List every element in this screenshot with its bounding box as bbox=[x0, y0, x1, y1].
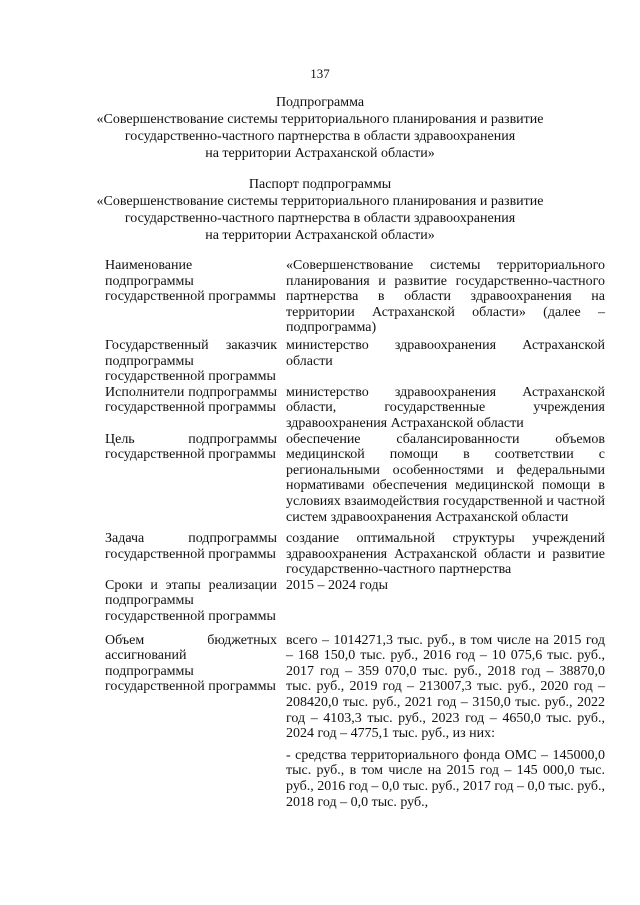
row-value-text: министерство здравоохранения Астраханской области bbox=[286, 337, 605, 369]
passport-heading: Паспорт подпрограммы bbox=[248, 177, 392, 192]
subprogram-title-line: на территории Астраханской области» bbox=[205, 146, 435, 161]
row-value bbox=[286, 385, 605, 432]
page-number: 137 bbox=[310, 66, 330, 81]
passport-row-budget bbox=[105, 633, 605, 811]
passport-title-line: «Совершенствование системы территориального планирования и развитие bbox=[96, 194, 544, 209]
passport-row-goal bbox=[105, 432, 605, 526]
passport-title-line: государственно-частного партнерства в области здравоохранения bbox=[124, 211, 516, 226]
subprogram-title-line: «Совершенствование системы территориального планирования и развитие bbox=[96, 112, 544, 127]
row-value bbox=[286, 338, 605, 385]
passport-row-executors bbox=[105, 385, 605, 432]
row-value bbox=[286, 258, 605, 336]
row-value-text: создание оптимальной структуры учреждений здравоохранения Астраханской области и развитие государственно-частного партнерства bbox=[286, 531, 605, 578]
row-value bbox=[286, 432, 605, 526]
passport-title-block bbox=[70, 176, 570, 244]
passport-row-terms bbox=[105, 578, 605, 625]
passport-row-name bbox=[105, 258, 605, 336]
passport-row-task bbox=[105, 531, 605, 578]
row-label: Государственный заказчик подпрограммы государственной программы bbox=[105, 337, 277, 385]
subprogram-heading: Подпрограмма bbox=[275, 95, 365, 110]
row-value-text: министерство здравоохранения Астраханской области, государственные учреждения здравоохранения Астраханской области bbox=[286, 384, 605, 431]
passport-title-line: на территории Астраханской области» bbox=[205, 228, 435, 243]
passport-table bbox=[105, 258, 605, 810]
subprogram-title-line: государственно-частного партнерства в области здравоохранения bbox=[124, 129, 516, 144]
row-value-text: обеспечение сбалансированности объемов медицинской помощи в соответствии с региональными особенностями и федеральными нормативами обеспечения медицинской помощи в условиях взаимодействия государственной и частной систем здравоохранения Астраханской области bbox=[286, 431, 605, 525]
row-label: Объем бюджетных ассигнований подпрограммы государственной программы bbox=[105, 632, 277, 695]
row-label: Задача подпрограммы государственной программы bbox=[105, 531, 277, 562]
row-label: Исполнители подпрограммы государственной программы bbox=[105, 384, 277, 416]
row-label: Сроки и этапы реализации подпрограммы государственной программы bbox=[105, 577, 277, 625]
subprogram-title-block bbox=[70, 94, 570, 162]
row-value-text: - средства территориального фонда ОМС – 145000,0 тыс. руб., в том числе на 2015 год – 145 000,0 тыс. руб., 2016 год – 0,0 тыс. руб., 2017 год – 0,0 тыс. руб., 2018 год – 0,0 тыс. руб., bbox=[286, 747, 605, 810]
row-value bbox=[286, 531, 605, 578]
row-value-text: 2015 – 2024 годы bbox=[286, 577, 389, 593]
row-value-text: всего – 1014271,3 тыс. руб., в том числе на 2015 год – 168 150,0 тыс. руб., 2016 год – 10 075,6 тыс. руб., 2017 год – 359 070,0 тыс. руб., 2018 год – 38870,0 тыс. руб., 2019 год – 213007,3 тыс. руб., 2020 год – 208420,0 тыс. руб., 2021 год – 3150,0 тыс. руб., 2022 год – 4103,3 тыс. руб., 2023 год – 4650,0 тыс. руб., 2024 год – 4775,1 тыс. руб., из них: bbox=[286, 632, 605, 742]
row-label: Цель подпрограммы государственной программы bbox=[105, 431, 277, 463]
row-value bbox=[286, 578, 605, 625]
passport-row-customer bbox=[105, 338, 605, 385]
row-label: Наименование подпрограммы государственной программы bbox=[105, 258, 276, 305]
row-value bbox=[286, 633, 605, 811]
row-value-text: «Совершенствование системы территориального планирования и развитие государственно-частного партнерства в области здравоохранения на территории Астраханской области» (далее – подпрограмма) bbox=[286, 258, 605, 336]
